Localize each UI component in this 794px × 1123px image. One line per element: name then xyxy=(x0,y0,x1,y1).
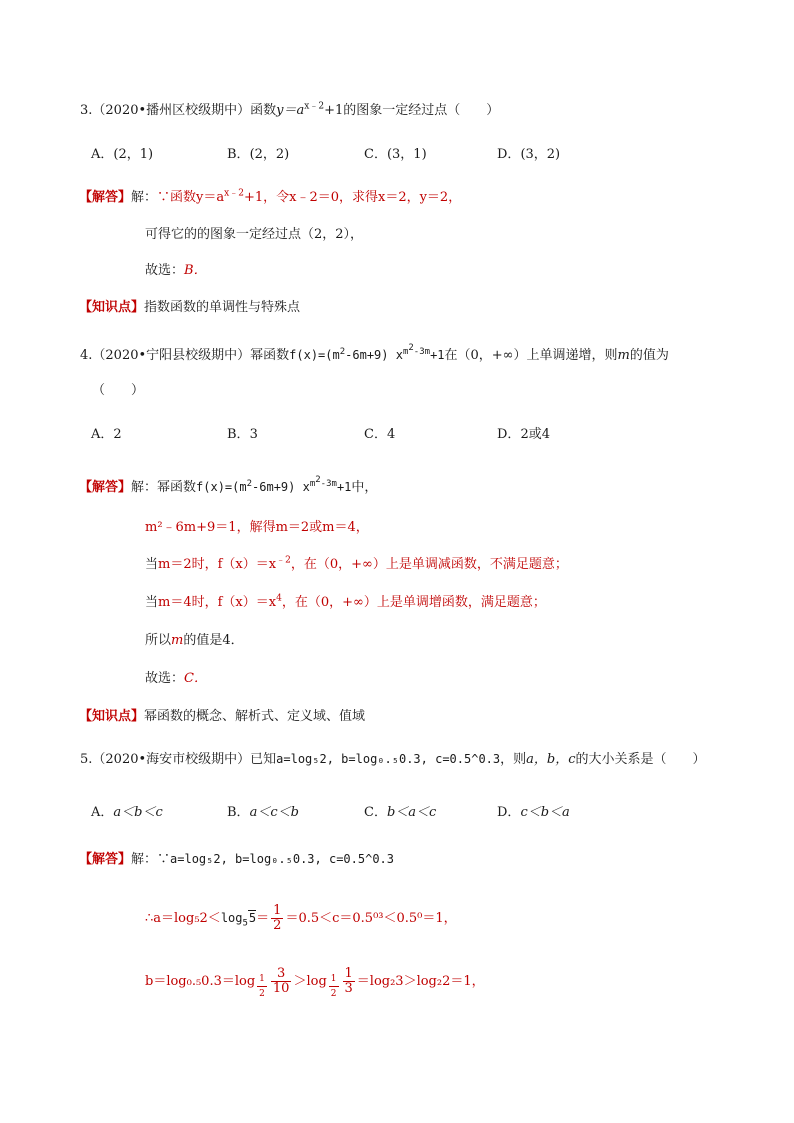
q5-solution-line2: $\therefore a=\log_52<\log_55=$ $\frac{1}{2}$ ＝0.5＜c＝0.5⁰³＜0.5⁰＝1， xyxy=(145,903,457,933)
q5-option-c: C．b＜a＜c xyxy=(364,805,437,820)
q4-option-a: A．2 xyxy=(91,427,122,442)
q4-stem-line2: （ ） xyxy=(92,383,145,398)
q4-solution-line1: 【解答】解：幂函数$f(x)=(m^2-6m+9)$ $x^{m^2-3m}+1$中， xyxy=(79,475,378,495)
q4-knowledge-tag: 【知识点】 xyxy=(79,709,145,724)
q3-formula-exp: x﹣2 xyxy=(304,101,325,112)
q4-option-c: C．4 xyxy=(364,427,396,442)
q3-knowledge-tag: 【知识点】 xyxy=(79,300,145,315)
q4-solution-line3: 当m＝2时，$f(x)=x^{﹣2}$，在（0，+∞）上是单调减函数，不满足题意； xyxy=(145,555,568,572)
q4-knowledge-text: 幂函数的概念、解析式、定义域、值域 xyxy=(144,709,366,724)
q5-option-d: D．c＜b＜a xyxy=(497,805,570,820)
q5-option-b: B．a＜c＜b xyxy=(227,805,299,820)
q3-solution-line1: 【解答】解：∵函数$y=a^{x﹣2}+1$，令x﹣2＝0，求得x＝2，y＝2， xyxy=(79,188,462,205)
q3-option-c: C．(3，1) xyxy=(364,147,427,162)
q3-answer-tag: 【解答】 xyxy=(79,190,132,205)
q3-knowledge-text: 指数函数的单调性与特殊点 xyxy=(144,300,301,315)
q3-stem-prefix: 3.（2020•播州区校级期中）函数 xyxy=(80,103,277,118)
q4-solution-line5: 所以m的值是4． xyxy=(145,633,244,648)
q5-solution-line3: b＝log₀.₅0.3＝log $_{\frac{1}{2}}$ $\frac{3}{10}$ ＞log $_{\frac{1}{2}}$ $\frac{1}{3}$ ＝log₂3＞log₂2＝1， xyxy=(145,966,485,999)
q4-solution-line2: m²﹣6m+9＝1，解得m＝2或m＝4， xyxy=(145,520,369,535)
q3-solution-line3: 故选：B． xyxy=(145,263,207,278)
q5-definitions: a=log₅2, b=log₀.₅0.3, c=0.5^0.3 xyxy=(276,752,501,766)
q5-option-a: A．a＜b＜c xyxy=(91,805,163,820)
q3-stem-suffix: 的图象一定经过点（ ） xyxy=(343,103,500,118)
q4-stem: 4.（2020•宁阳县校级期中）幂函数$f(x)=(m^2-6m+9)$ $x^{m^2-3m}+1$在（0，+∞）上单调递增，则m的值为 xyxy=(80,343,669,363)
q5-answer-tag: 【解答】 xyxy=(79,852,132,867)
q4-option-b: B．3 xyxy=(227,427,258,442)
q4-answer-tag: 【解答】 xyxy=(79,480,132,495)
q4-knowledge xyxy=(79,708,365,726)
q3-option-d: D．(3，2) xyxy=(497,147,561,162)
q4-solution-line6: 故选：C． xyxy=(145,671,207,686)
q3-option-a: A．(2，1) xyxy=(91,147,154,162)
q3-solution-line2: 可得它的的图象一定经过点（2，2）， xyxy=(145,227,364,242)
q5-solution-line1: 【解答】解：∵a=log₅2, b=log₀.₅0.3, c=0.5^0.3 xyxy=(79,852,394,867)
q3-formula-tail: +1 xyxy=(324,103,344,118)
q3-knowledge xyxy=(79,299,300,317)
q3-stem xyxy=(80,102,499,120)
q4-function: $f(x)=(m^2-6m+9)$ $x^{m^2-3m}+1$ xyxy=(289,343,445,362)
q3-option-b: B．(2，2) xyxy=(227,147,290,162)
q3-formula: y＝a xyxy=(276,103,305,118)
q4-option-d: D．2或4 xyxy=(497,427,550,442)
q5-stem: 5.（2020•海安市校级期中）已知a=log₅2, b=log₀.₅0.3, c=0.5^0.3，则a，b，c的大小关系是（ ） xyxy=(80,752,706,767)
q4-solution-line4: 当m＝4时，$f(x)=x^4$，在（0，+∞）上是单调增函数，满足题意； xyxy=(145,593,546,610)
